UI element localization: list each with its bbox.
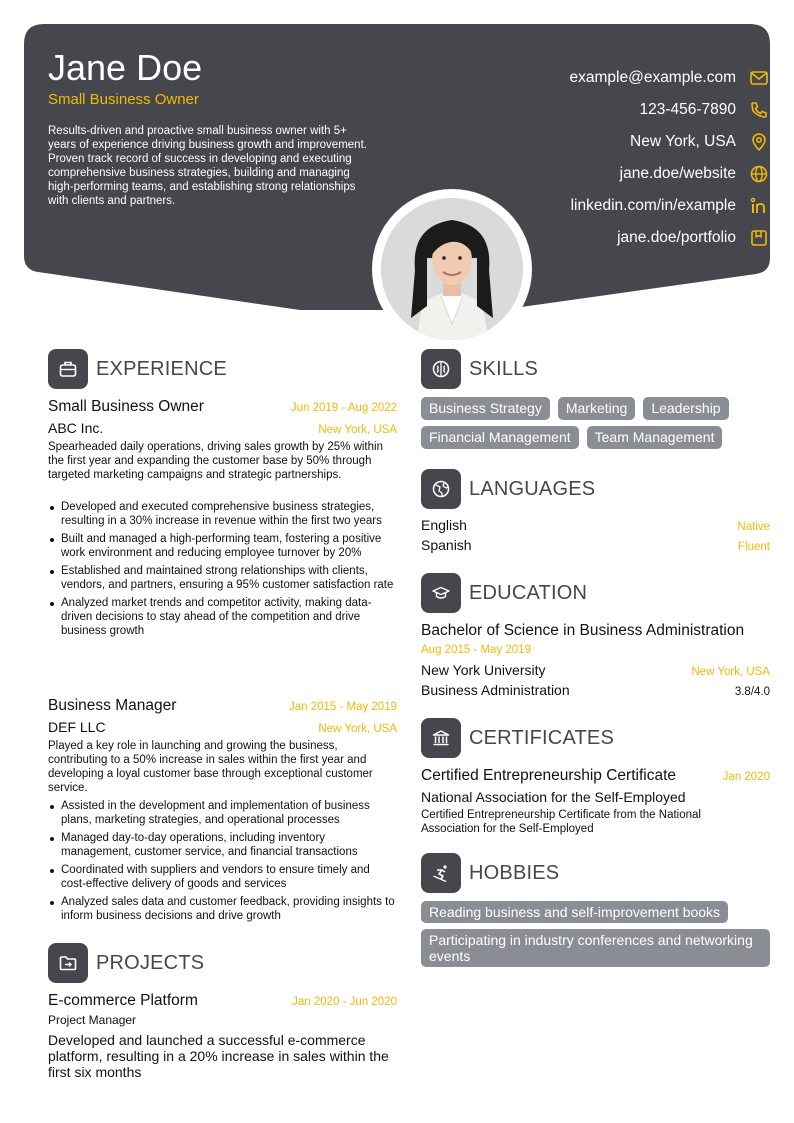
certificates-section-header — [421, 718, 614, 758]
project-1-role: Project Manager — [48, 1013, 137, 1027]
language-icon — [421, 469, 461, 509]
experience-heading: EXPERIENCE — [96, 357, 227, 380]
job-1-summary: Spearheaded daily operations, driving sales growth by 25% within the first year and expanding the customer base by 50% through targeted marketing campaigns and strategic partnerships. — [48, 441, 383, 482]
briefcase-icon — [48, 349, 88, 389]
hobbies-section-header — [421, 853, 559, 893]
job-1-company: ABC Inc. — [48, 420, 104, 436]
education-section-header — [421, 573, 587, 613]
hobby-tag: Reading business and self-improvement books — [421, 901, 728, 923]
education-field-row — [421, 682, 770, 698]
certificate-issuer: National Association for the Self-Employed — [421, 789, 686, 805]
portfolio-icon — [748, 227, 770, 249]
hobby-tag: Participating in industry conferences and networking events — [421, 929, 770, 967]
project-1-header — [48, 992, 397, 1010]
education-field: Business Administration — [421, 682, 570, 698]
profile-photo — [381, 198, 523, 340]
graduation-cap-icon — [421, 573, 461, 613]
job-2-subheader — [48, 719, 397, 735]
skill-tag: Leadership — [643, 397, 728, 420]
education-gpa: 3.8/4.0 — [734, 686, 770, 698]
job-2-location: New York, USA — [318, 723, 397, 735]
language-name: Spanish — [421, 537, 472, 553]
job-2-dates: Jan 2015 - May 2019 — [288, 701, 397, 713]
brain-icon — [421, 349, 461, 389]
education-dates: Aug 2015 - May 2019 — [421, 644, 531, 656]
list-item: Built and managed a high-performing team, fostering a positive work environment and reducing employee turnover by 20% — [61, 532, 397, 560]
education-school-row — [421, 662, 770, 678]
job-1-location: New York, USA — [318, 424, 397, 436]
skill-tag: Marketing — [558, 397, 635, 420]
contact-email[interactable] — [430, 62, 770, 94]
list-item: Established and maintained strong relationships with clients, vendors, and partners, ensuring a 95% customer satisfaction rate — [61, 564, 397, 592]
education-degree: Bachelor of Science in Business Administration — [421, 622, 745, 639]
job-2-role: Business Manager — [48, 697, 177, 714]
skills-list — [421, 397, 770, 449]
list-item: Assisted in the development and implementation of business plans, marketing strategies, and operational processes — [61, 799, 397, 827]
folder-icon — [48, 943, 88, 983]
location-icon — [748, 131, 770, 153]
job-1-dates: Jun 2019 - Aug 2022 — [290, 402, 397, 414]
candidate-name: Jane Doe — [48, 47, 203, 88]
project-1-dates: Jan 2020 - Jun 2020 — [292, 996, 397, 1008]
job-1-role: Small Business Owner — [48, 398, 204, 415]
contact-email-text[interactable]: example@example.com — [569, 69, 736, 86]
linkedin-icon — [748, 195, 770, 217]
job-1-subheader — [48, 420, 397, 436]
list-item: Analyzed sales data and customer feedback, providing insights to inform business decisions and drive growth — [61, 895, 397, 923]
contact-phone-text[interactable]: 123-456-7890 — [639, 101, 736, 118]
skills-section-header — [421, 349, 538, 389]
certificate-header — [421, 767, 770, 785]
education-location: New York, USA — [691, 666, 770, 678]
language-name: English — [421, 517, 467, 533]
project-1-description: Developed and launched a successful e-commerce platform, resulting in a 20% increase in sales within the first six months — [48, 1032, 389, 1080]
education-heading: EDUCATION — [469, 581, 588, 604]
job-1-header — [48, 398, 397, 416]
job-2-company: DEF LLC — [48, 719, 106, 735]
skill-tag: Financial Management — [421, 426, 579, 449]
language-level: Native — [737, 521, 770, 533]
projects-heading: PROJECTS — [96, 951, 205, 974]
list-item: Analyzed market trends and competitor activity, making data-driven decisions to stay ahead of the competition and drive business growth — [61, 596, 397, 638]
profile-summary: Results-driven and proactive small business owner with 5+ years of experience driving business growth and improvement. Proven track record of success in developing and executing comprehensive business strategies, building and managing high-performing teams, and establishing strong relationships with clients and partners. — [48, 125, 367, 208]
language-row — [421, 537, 770, 553]
institution-icon — [421, 718, 461, 758]
candidate-title: Small Business Owner — [48, 91, 199, 108]
mail-icon — [748, 67, 770, 89]
contact-portfolio-text[interactable]: jane.doe/portfolio — [617, 229, 736, 246]
phone-icon — [748, 99, 770, 121]
job-2-summary: Played a key role in launching and growing the business, contributing to a 50% increase in sales within the first year and developing a loyal customer base through exceptional customer service. — [48, 740, 373, 795]
certificate-description: Certified Entrepreneurship Certificate from the National Association for the Self-Employed — [421, 809, 701, 835]
certificates-heading: CERTIFICATES — [469, 726, 615, 749]
hobbies-list — [421, 901, 770, 967]
hobbies-heading: HOBBIES — [469, 861, 560, 884]
experience-section-header — [48, 349, 227, 389]
languages-section-header — [421, 469, 595, 509]
list-item: Managed day-to-day operations, including inventory management, customer service, and financial transactions — [61, 831, 397, 859]
contact-website[interactable] — [430, 158, 770, 190]
globe-icon — [748, 163, 770, 185]
project-1-name: E-commerce Platform — [48, 992, 198, 1009]
languages-heading: LANGUAGES — [469, 477, 596, 500]
job-2-header — [48, 697, 397, 715]
language-level: Fluent — [738, 541, 770, 553]
contact-phone[interactable] — [430, 94, 770, 126]
skills-heading: SKILLS — [469, 357, 539, 380]
skill-tag: Business Strategy — [421, 397, 550, 420]
job-1-bullets — [48, 500, 397, 642]
projects-section-header — [48, 943, 204, 983]
contact-location — [430, 126, 770, 158]
list-item: Developed and executed comprehensive business strategies, resulting in a 30% increase in revenue within the first two years — [61, 500, 397, 528]
language-row — [421, 517, 770, 533]
contact-website-text[interactable]: jane.doe/website — [619, 165, 736, 182]
certificate-name: Certified Entrepreneurship Certificate — [421, 767, 677, 784]
list-item: Coordinated with suppliers and vendors to ensure timely and cost-effective delivery of goods and services — [61, 863, 397, 891]
contact-location-text: New York, USA — [630, 133, 736, 150]
education-school: New York University — [421, 662, 546, 678]
skiing-icon — [421, 853, 461, 893]
skill-tag: Team Management — [587, 426, 723, 449]
job-2-bullets — [48, 799, 397, 927]
contact-linkedin-text[interactable]: linkedin.com/in/example — [570, 197, 736, 214]
certificate-date: Jan 2020 — [722, 771, 770, 783]
